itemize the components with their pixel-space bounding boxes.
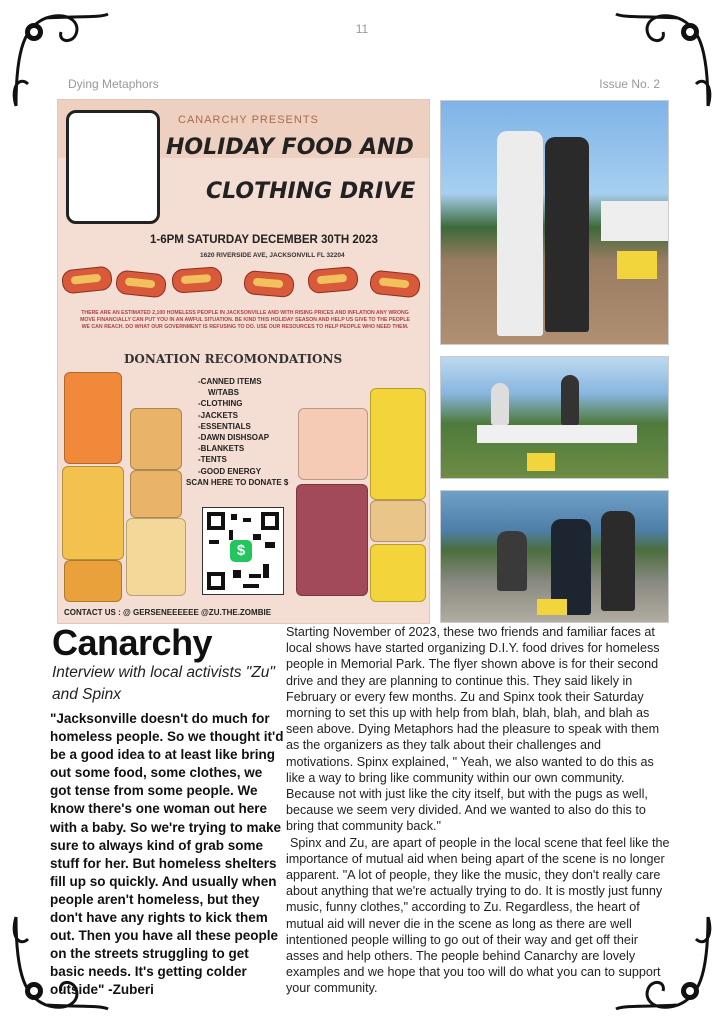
article-subhead: Interview with local activists "Zu" and Spinx — [52, 664, 275, 703]
fruit-cocktail-can-icon — [370, 544, 426, 602]
running-header-title: Dying Metaphors — [68, 77, 159, 91]
tomato-can-icon — [64, 560, 122, 602]
flyer-donation-title: DONATION RECOMONDATIONS — [124, 352, 343, 366]
sardine-tin-icon — [171, 266, 223, 293]
flyer-donation-list — [186, 376, 289, 488]
flyer-logo-can-icon — [66, 110, 160, 224]
soup-can-icon — [130, 408, 182, 470]
article-paragraph: Starting November of 2023, these two friends and familiar faces at local shows have started organizing D.I.Y. food drives for homeless people in Memorial Park. The flyer shown above is for their second drive and they are planning to continue this. They said likely in February or every few months. Zu and Spinx took their Saturday morning to set this up with help from blah, blah, blah, and blah as seen above. Dying Metaphors had the pleasure to speak with them as the organizers as they talk about their challenges and motivations. Spinx explained, " Yeah, we also wanted to do this as like a way to bring like community within our own community. Because not with just like the city itself, but with the pugs as well, because we seem very divided. And we wanted to also do this to bring that community back." — [286, 625, 660, 834]
flyer-title-line1: HOLIDAY FOOD AND — [166, 135, 414, 160]
running-header-issue: Issue No. 2 — [599, 77, 660, 91]
donation-item: -ESSENTIALS — [198, 421, 251, 431]
person-figure — [545, 137, 589, 332]
donation-item: SCAN HERE TO DONATE $ — [186, 477, 289, 487]
sardine-tin-icon — [243, 270, 295, 298]
chili-beans-can-icon — [296, 484, 368, 596]
donation-item: -BLANKETS — [198, 444, 245, 454]
article-headline: Canarchy — [52, 622, 213, 663]
spaghetti-jar-icon — [62, 466, 124, 560]
sardine-tin-icon — [61, 265, 113, 294]
mac-cheese-can-icon — [370, 388, 426, 500]
photo-organizers-portrait — [440, 100, 669, 345]
donation-item: -CLOTHING — [198, 399, 243, 409]
person-figure — [497, 131, 543, 336]
donation-item: -TENTS — [198, 455, 227, 465]
chili-beans-can-icon — [64, 372, 122, 464]
donation-item: W/TABS — [208, 388, 239, 398]
yellow-crate — [527, 453, 555, 471]
pull-quote: "Jacksonville doesn't do much for homeless people. So we thought it'd be a good idea to at least like bring out some food, some clothes, we got tense from some people. We know there's one woman out here with a baby. So we're trying to make sure to always kind of grab some stuff for her. But homeless shelters fill up so quickly. And usually when people aren't homeless, but they don't have any rights to kick them out. Then you have all these people on the streets struggling to get basic needs. It's getting colder outside" -Zuberi — [50, 711, 284, 998]
donation-item: -CANNED ITEMS — [198, 377, 262, 386]
oatmeal-can-icon — [298, 408, 368, 480]
sardine-tin-icon — [115, 269, 167, 298]
yellow-crate — [617, 251, 657, 279]
soup-can-icon — [130, 470, 182, 518]
folding-table — [601, 201, 668, 241]
donation-item: -GOOD ENERGY — [198, 466, 262, 476]
photo-donation-table — [440, 356, 669, 479]
person-figure — [561, 375, 579, 425]
chicken-soup-can-icon — [126, 518, 186, 596]
cashapp-icon: $ — [230, 540, 252, 562]
event-flyer — [57, 99, 430, 624]
person-figure — [497, 531, 527, 591]
person-figure — [491, 383, 509, 425]
sardine-tin-icon — [369, 269, 421, 298]
flyer-presents: CANARCHY PRESENTS — [178, 114, 319, 126]
article-body — [286, 624, 671, 997]
photo-people-at-park — [440, 490, 669, 623]
page-number: 11 — [355, 22, 369, 36]
yellow-crate — [537, 599, 567, 615]
flyer-date-time: 1-6PM SATURDAY DECEMBER 30TH 2023 — [150, 234, 378, 246]
flyer-title-line2: CLOTHING DRIVE — [206, 179, 416, 204]
folding-table — [477, 425, 637, 443]
tuna-can-icon — [370, 500, 426, 542]
sardine-tin-icon — [307, 266, 359, 294]
person-figure — [601, 511, 635, 611]
article-paragraph: Spinx and Zu, are apart of people in the local scene that feel like the importance of mutual aid when being apart of the scene is no longer apparent. "A lot of people, they like the music, they don't really care about anything that we're actually trying to do. It is mostly just funny music, funny clothes," according to Zu. Regardless, the heart of mutual aid will never die in the scene as long as there are well intentioned people willing to go out of their way and get off their asses and help others. The people behind Canarchy are lovely examples and we hope that you too will do what you can to support your community. — [286, 835, 670, 996]
flyer-contact: CONTACT US : @ GERSENEEEEEE @ZU.THE.ZOMBIE — [64, 608, 272, 617]
donation-item: -DAWN DISHSOAP — [198, 433, 270, 443]
flyer-address: 1620 RIVERSIDE AVE, JACKSONVILL FL 32204 — [200, 252, 345, 259]
flyer-blurb: THERE ARE AN ESTIMATED 2,100 HOMELESS PEOPLE IN JACKSONVILLE AND WITH RISING PRICES AND INFLATION ANY WRONG MOVE FINANCIALLY CAN PUT YOU IN AN AWFUL SITUATION. BE KIND THIS HOLIDAY SEASON AND HELP US GIVE TO THE PEOPLE WE CAN REACH. DO WHAT OUR GOVERNMENT IS REFUSING TO DO. USE OUR RESOURCES TO HELP PEOPLE WHO NEED THEM. — [80, 310, 410, 330]
donation-item: -JACKETS — [198, 410, 239, 420]
